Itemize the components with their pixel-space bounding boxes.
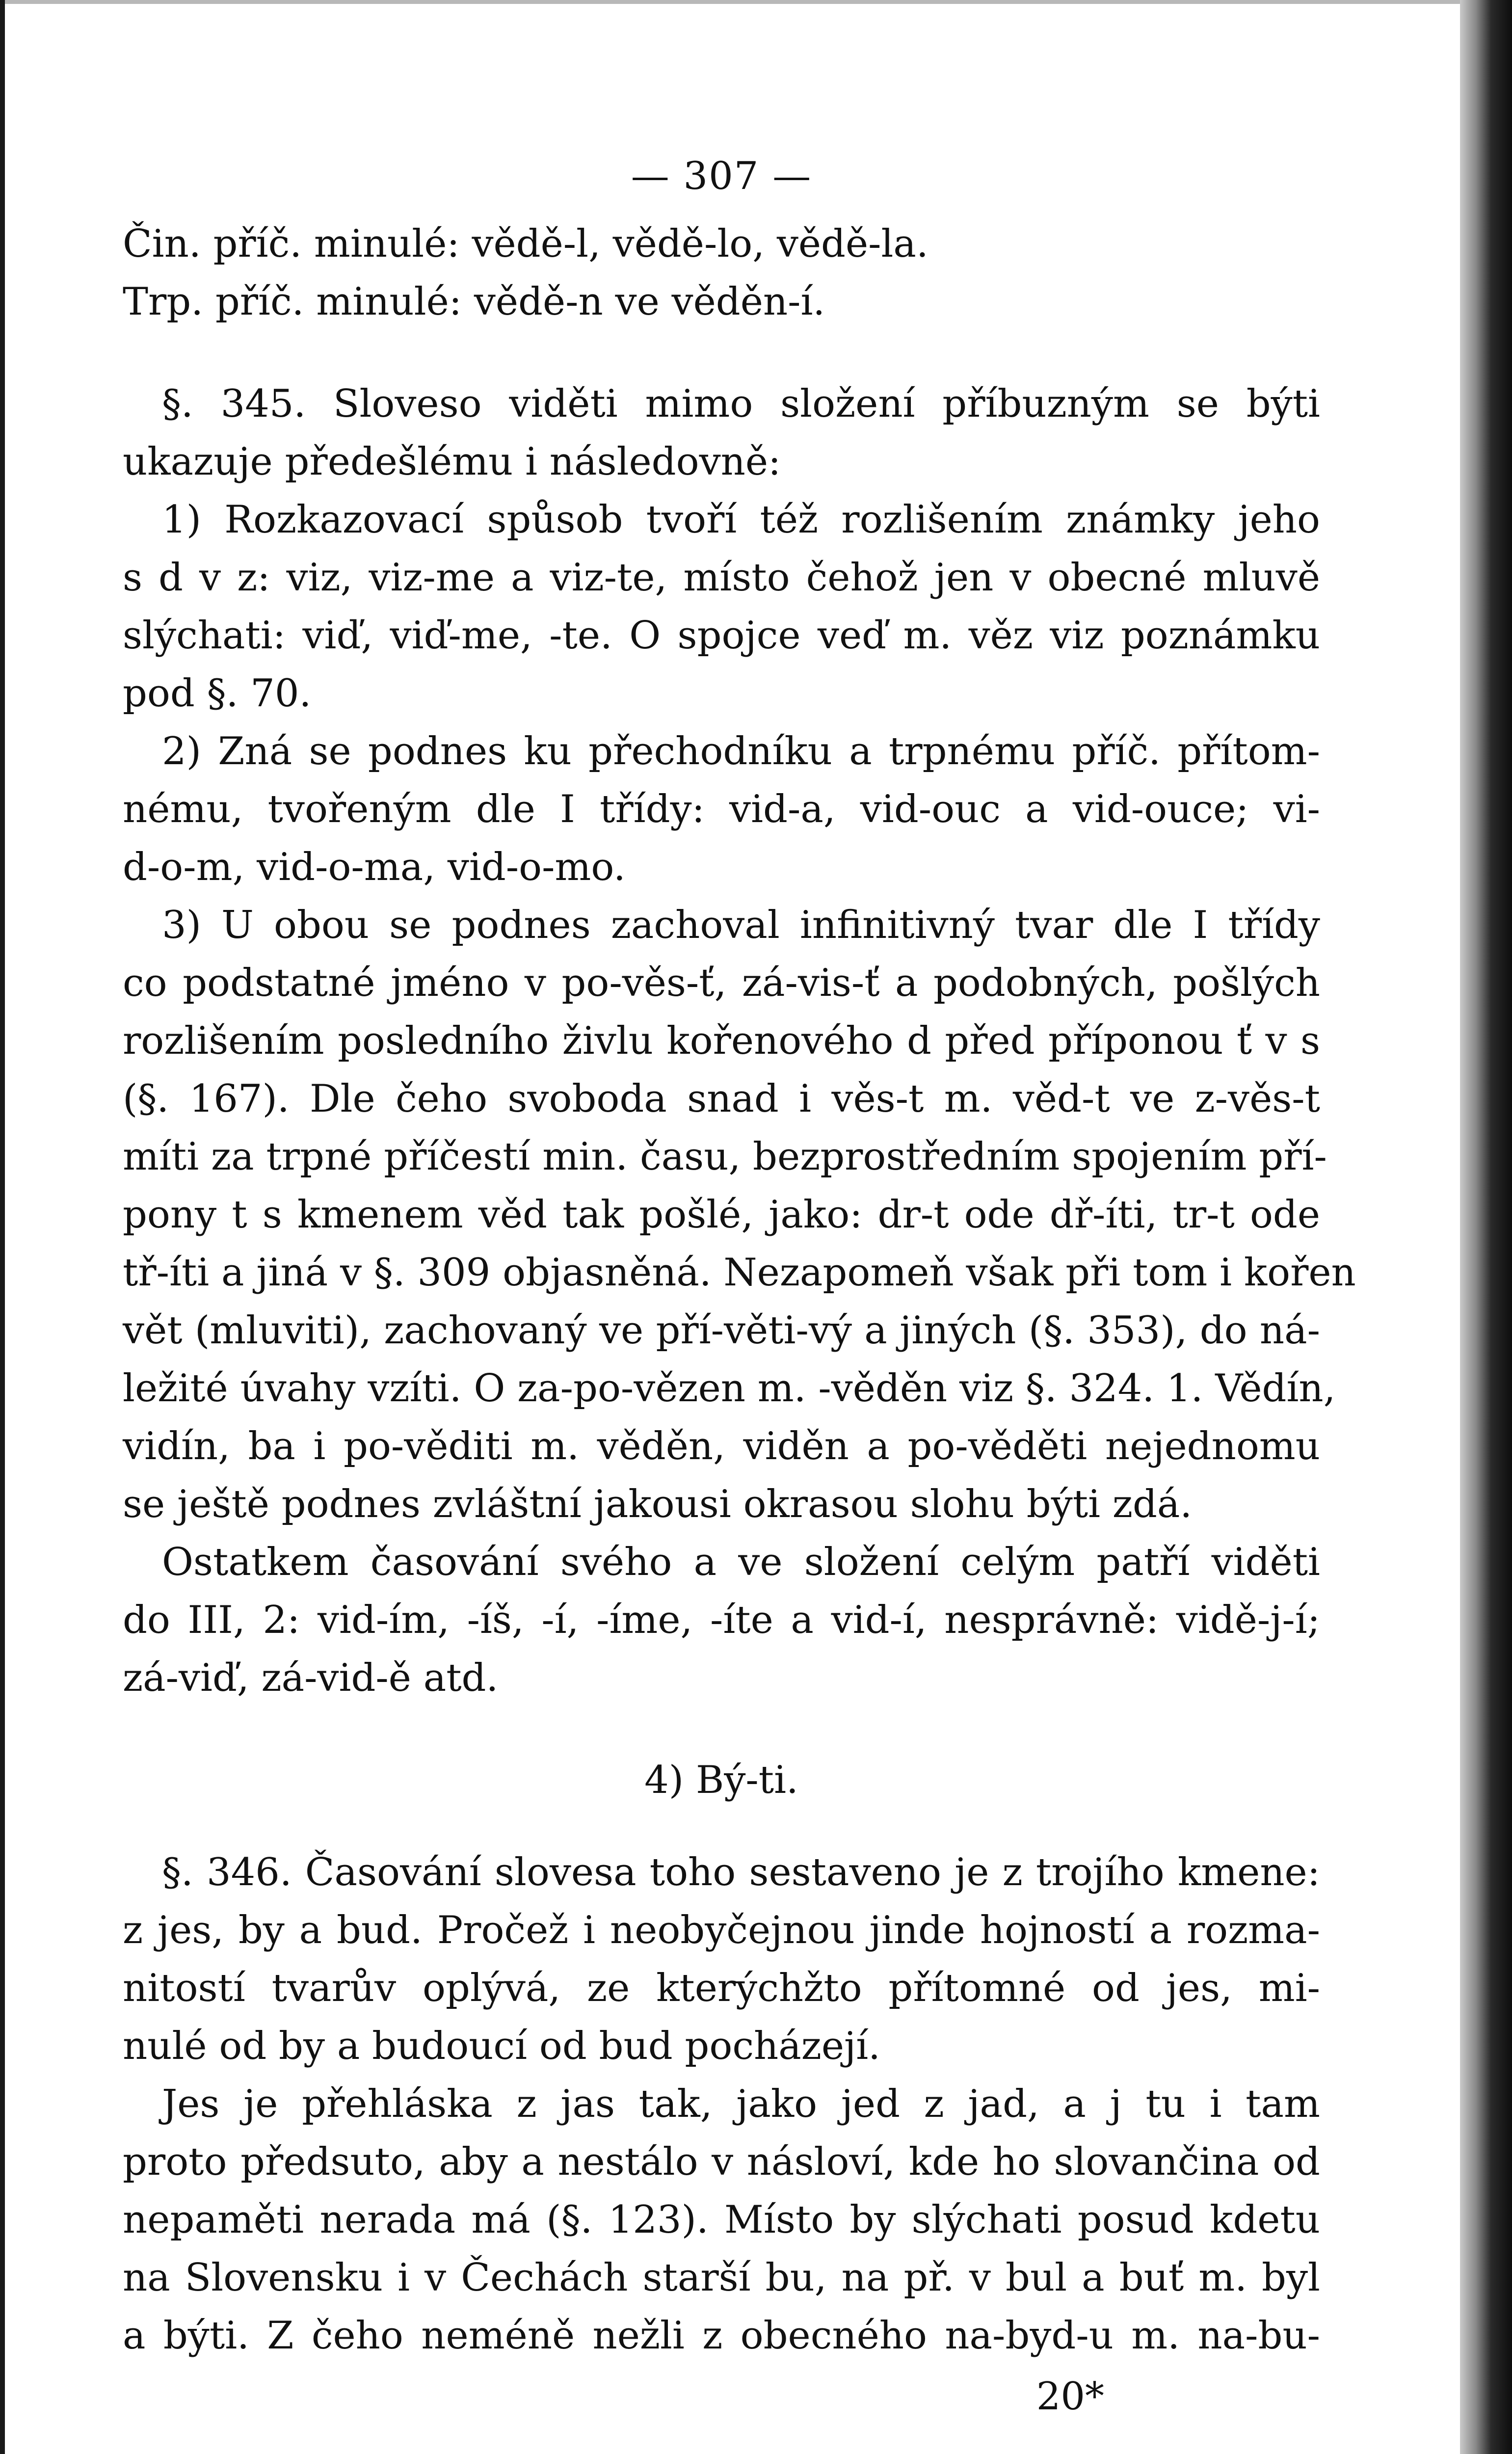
text-line: vidín, ba i po-věditi m. věděn, viděn a po-věděti nejednomu [123, 1424, 1320, 1468]
point-2-paragraph [123, 722, 1320, 896]
text-line: do III, 2: vid-ím, -íš, -í, -íme, -íte a vid-í, nesprávně: vidě-j-í; [123, 1598, 1320, 1642]
text-line: se ještě podnes zvláštní jakousi okrasou slohu býti zdá. [123, 1482, 1193, 1526]
scan-edge-top [0, 0, 1512, 4]
text-line: ležité úvahy vzíti. O za-po-vězen m. -věděn viz §. 324. 1. Vědín, [123, 1366, 1336, 1411]
text-line: míti za trpné příčestí min. času, bezprostředním spojením pří- [123, 1135, 1327, 1179]
signature-mark: 20* [1036, 2374, 1104, 2419]
text-line: nitostí tvarův oplývá, ze kterýchžto přítomné od jes, mi- [123, 1966, 1320, 2010]
text-line: rozlišením posledního živlu kořenového d před příponou ť v s [123, 1019, 1320, 1063]
text-line: Jes je přehláska z jas tak, jako jed z jad, a j tu i tam [162, 2082, 1320, 2126]
text-line: nulé od by a budoucí od bud pocházejí. [123, 2024, 880, 2068]
text-line: d-o-m, vid-o-ma, vid-o-mo. [123, 845, 626, 889]
text-line: nému, tvořeným dle I třídy: vid-a, vid-ouc a vid-ouce; vi- [123, 787, 1320, 831]
text-line: §. 345. Sloveso viděti mimo složení příbuzným se býti [162, 382, 1320, 426]
text-line: §. 346. Časování slovesa toho sestaveno je z trojího kmene: [162, 1850, 1320, 1894]
text-line: na Slovensku i v Čechách starší bu, na př. v bul a buť m. byl [123, 2256, 1320, 2300]
text-line: proto předsuto, aby a nestálo v násloví, kde ho slovančina od [123, 2140, 1320, 2184]
text-line: Trp. příč. minulé: vědě-n ve věděn-í. [123, 280, 825, 324]
participle-lines [123, 215, 1320, 331]
section-345-paragraph [123, 375, 1320, 722]
text-line: s d v z: viz, viz-me a viz-te, místo čehož jen v obecné mluvě [123, 556, 1320, 600]
jes-paragraph [123, 2075, 1320, 2365]
text-line: ukazuje předešlému i následovně: [123, 440, 781, 484]
text-line: pony t s kmenem věd tak pošlé, jako: dr-t ode dř-íti, tr-t ode [123, 1193, 1320, 1237]
page-number: — 307 — [631, 154, 812, 198]
text-line: 3) U obou se podnes zachoval infinitivný tvar dle I třídy [162, 903, 1320, 947]
text-line: pod §. 70. [123, 671, 312, 716]
text-line: 2) Zná se podnes ku přechodníku a trpnému příč. přítom- [162, 729, 1320, 774]
text-line: Ostatkem časování svého a ve složení celým patří viděti [162, 1540, 1320, 1584]
text-line: co podstatné jméno v po-věs-ť, zá-vis-ť a podobných, pošlých [123, 961, 1320, 1005]
text-line: (§. 167). Dle čeho svoboda snad i věs-t m. věd-t ve z-věs-t [123, 1077, 1320, 1121]
text-line: z jes, by a bud. Pročež i neobyčejnou jinde hojností a rozma- [123, 1908, 1320, 1952]
scan-edge-left [0, 0, 5, 2454]
text-line: Čin. příč. minulé: vědě-l, vědě-lo, vědě-la. [123, 222, 928, 266]
text-line: zá-viď, zá-vid-ě atd. [123, 1656, 499, 1700]
book-page [123, 147, 1356, 2426]
point-3-paragraph [123, 896, 1356, 1533]
section-346-paragraph [123, 1843, 1320, 2075]
book-spine-edge [1460, 0, 1512, 2454]
conjugation-paragraph [123, 1533, 1320, 1707]
text-line: nepaměti nerada má (§. 123). Místo by slýchati posud kdetu [123, 2198, 1320, 2242]
section-heading: 4) Bý-ti. [644, 1758, 798, 1802]
text-line: vět (mluviti), zachovaný ve pří-věti-vý a jiných (§. 353), do ná- [123, 1308, 1320, 1353]
text-line: tř-íti a jiná v §. 309 objasněná. Nezapomeň však při tom i kořen [123, 1251, 1356, 1295]
text-line: slýchati: viď, viď-me, -te. O spojce veď m. věz viz poznámku [123, 614, 1320, 658]
text-line: 1) Rozkazovací spůsob tvoří též rozlišením známky jeho [162, 498, 1320, 542]
text-line: a býti. Z čeho neméně nežli z obecného na-byd-u m. na-bu- [123, 2314, 1320, 2358]
